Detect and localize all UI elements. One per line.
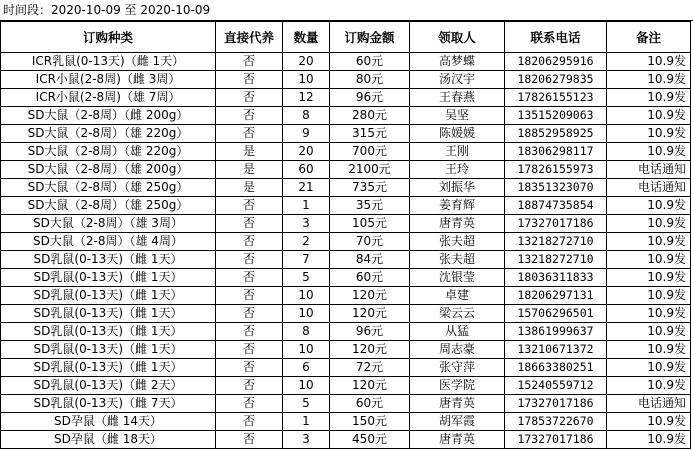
table-row	[1, 125, 691, 143]
col-recipient-cell: 医学院	[410, 377, 505, 395]
table-row	[1, 143, 691, 161]
col-type-header: 订购种类	[1, 22, 216, 53]
col-phone-cell: 13218272710	[505, 233, 607, 251]
col-phone-cell: 17327017186	[505, 431, 607, 449]
col-amount-cell: 80元	[330, 71, 410, 89]
col-phone-cell: 17853722670	[505, 413, 607, 431]
table-row	[1, 107, 691, 125]
table-row	[1, 377, 691, 395]
col-recipient-cell: 周志豪	[410, 341, 505, 359]
col-phone-cell: 17327017186	[505, 395, 607, 413]
col-recipient-cell: 吴坚	[410, 107, 505, 125]
col-type-cell: SD大鼠（2-8周）（雄 4周）	[1, 233, 216, 251]
col-type-cell: SD大鼠（2-8周）（雄 3周）	[1, 215, 216, 233]
col-direct-raise-cell: 否	[216, 233, 283, 251]
col-remark-cell: 10.9发	[607, 413, 691, 431]
col-quantity-header: 数量	[283, 22, 330, 53]
col-quantity-cell: 1	[283, 413, 330, 431]
table-row	[1, 179, 691, 197]
col-amount-cell: 120元	[330, 341, 410, 359]
table-row	[1, 341, 691, 359]
col-amount-cell: 120元	[330, 305, 410, 323]
col-type-cell: SD乳鼠(0-13天)（雌 1天）	[1, 323, 216, 341]
col-direct-raise-cell: 否	[216, 323, 283, 341]
col-quantity-cell: 8	[283, 323, 330, 341]
col-amount-cell: 280元	[330, 107, 410, 125]
col-remark-cell: 10.9发	[607, 143, 691, 161]
header-row	[1, 22, 691, 53]
col-direct-raise-cell: 否	[216, 197, 283, 215]
col-amount-cell: 70元	[330, 233, 410, 251]
order-table	[0, 21, 691, 449]
col-phone-cell: 18036311833	[505, 269, 607, 287]
table-row	[1, 431, 691, 449]
col-amount-cell: 84元	[330, 251, 410, 269]
col-phone-cell: 13210671372	[505, 341, 607, 359]
col-recipient-cell: 从猛	[410, 323, 505, 341]
col-quantity-cell: 9	[283, 125, 330, 143]
col-type-cell: SD乳鼠(0-13天)（雌 2天）	[1, 377, 216, 395]
col-remark-cell: 10.9发	[607, 287, 691, 305]
col-direct-raise-cell: 否	[216, 413, 283, 431]
col-direct-raise-cell: 是	[216, 143, 283, 161]
col-recipient-cell: 唐青英	[410, 431, 505, 449]
col-quantity-cell: 5	[283, 269, 330, 287]
col-phone-header: 联系电话	[505, 22, 607, 53]
col-remark-cell: 10.9发	[607, 431, 691, 449]
col-amount-header: 订购金额	[330, 22, 410, 53]
col-amount-cell: 315元	[330, 125, 410, 143]
table-row	[1, 53, 691, 71]
col-direct-raise-cell: 否	[216, 431, 283, 449]
col-direct-raise-cell: 否	[216, 125, 283, 143]
col-quantity-cell: 6	[283, 359, 330, 377]
col-recipient-cell: 高梦蝶	[410, 53, 505, 71]
col-amount-cell: 120元	[330, 287, 410, 305]
col-direct-raise-cell: 否	[216, 287, 283, 305]
col-amount-cell: 60元	[330, 269, 410, 287]
col-direct-raise-cell: 是	[216, 179, 283, 197]
col-remark-header: 备注	[607, 22, 691, 53]
col-quantity-cell: 10	[283, 377, 330, 395]
col-phone-cell: 17327017186	[505, 215, 607, 233]
table-row	[1, 251, 691, 269]
table-row	[1, 395, 691, 413]
period-label: 时间段：2020-10-09 至 2020-10-09	[0, 0, 693, 21]
col-amount-cell: 72元	[330, 359, 410, 377]
col-direct-raise-cell: 否	[216, 269, 283, 287]
col-type-cell: SD乳鼠(0-13天)（雌 1天）	[1, 269, 216, 287]
col-type-cell: ICR小鼠(2-8周)（雌 3周）	[1, 71, 216, 89]
col-direct-raise-cell: 否	[216, 395, 283, 413]
table-row	[1, 359, 691, 377]
col-phone-cell: 18306298117	[505, 143, 607, 161]
col-phone-cell: 18351323070	[505, 179, 607, 197]
col-quantity-cell: 7	[283, 251, 330, 269]
col-remark-cell: 10.9发	[607, 233, 691, 251]
col-direct-raise-cell: 否	[216, 71, 283, 89]
col-quantity-cell: 21	[283, 179, 330, 197]
col-amount-cell: 96元	[330, 323, 410, 341]
col-amount-cell: 35元	[330, 197, 410, 215]
col-remark-cell: 10.9发	[607, 323, 691, 341]
col-type-cell: ICR乳鼠(0-13天)（雌 1天）	[1, 53, 216, 71]
col-type-cell: SD大鼠（2-8周）（雄 250g）	[1, 197, 216, 215]
col-quantity-cell: 3	[283, 431, 330, 449]
col-direct-raise-cell: 否	[216, 341, 283, 359]
col-direct-raise-cell: 否	[216, 377, 283, 395]
col-recipient-cell: 陈媛媛	[410, 125, 505, 143]
col-phone-cell: 15240559712	[505, 377, 607, 395]
col-quantity-cell: 60	[283, 161, 330, 179]
col-quantity-cell: 3	[283, 215, 330, 233]
col-remark-cell: 10.9发	[607, 71, 691, 89]
col-type-cell: SD乳鼠(0-13天)（雌 1天）	[1, 359, 216, 377]
col-remark-cell: 10.9发	[607, 53, 691, 71]
col-amount-cell: 2100元	[330, 161, 410, 179]
col-quantity-cell: 10	[283, 341, 330, 359]
table-row	[1, 71, 691, 89]
col-direct-raise-cell: 否	[216, 251, 283, 269]
col-phone-cell: 17826155123	[505, 89, 607, 107]
col-remark-cell: 10.9发	[607, 89, 691, 107]
col-phone-cell: 13218272710	[505, 251, 607, 269]
col-phone-cell: 18852958925	[505, 125, 607, 143]
col-type-cell: ICR小鼠(2-8周)（雄 7周）	[1, 89, 216, 107]
col-type-cell: SD大鼠（2-8周）（雌 200g）	[1, 107, 216, 125]
table-row	[1, 305, 691, 323]
col-remark-cell: 10.9发	[607, 377, 691, 395]
col-remark-cell: 电话通知	[607, 179, 691, 197]
col-amount-cell: 105元	[330, 215, 410, 233]
col-remark-cell: 10.9发	[607, 305, 691, 323]
col-type-cell: SD乳鼠(0-13天)（雌 1天）	[1, 287, 216, 305]
col-amount-cell: 700元	[330, 143, 410, 161]
col-quantity-cell: 10	[283, 305, 330, 323]
col-quantity-cell: 1	[283, 197, 330, 215]
col-recipient-cell: 张夫超	[410, 233, 505, 251]
col-remark-cell: 10.9发	[607, 359, 691, 377]
col-direct-raise-cell: 否	[216, 107, 283, 125]
col-remark-cell: 10.9发	[607, 341, 691, 359]
col-recipient-cell: 刘振华	[410, 179, 505, 197]
table-row	[1, 269, 691, 287]
col-remark-cell: 10.9发	[607, 215, 691, 233]
col-direct-raise-cell: 否	[216, 359, 283, 377]
col-amount-cell: 450元	[330, 431, 410, 449]
col-quantity-cell: 5	[283, 395, 330, 413]
col-type-cell: SD大鼠（2-8周）（雄 220g）	[1, 125, 216, 143]
col-direct-raise-cell: 否	[216, 215, 283, 233]
col-quantity-cell: 20	[283, 143, 330, 161]
col-direct-raise-header: 直接代养	[216, 22, 283, 53]
col-recipient-header: 领取人	[410, 22, 505, 53]
col-type-cell: SD孕鼠（雌 18天）	[1, 431, 216, 449]
table-row	[1, 215, 691, 233]
col-recipient-cell: 卓建	[410, 287, 505, 305]
col-remark-cell: 电话通知	[607, 161, 691, 179]
col-recipient-cell: 唐青英	[410, 215, 505, 233]
col-recipient-cell: 王玲	[410, 161, 505, 179]
table-row	[1, 323, 691, 341]
col-direct-raise-cell: 否	[216, 53, 283, 71]
col-phone-cell: 18663380251	[505, 359, 607, 377]
col-type-cell: SD乳鼠(0-13天)（雌 1天）	[1, 341, 216, 359]
col-remark-cell: 10.9发	[607, 125, 691, 143]
col-phone-cell: 18206295916	[505, 53, 607, 71]
col-phone-cell: 13861999637	[505, 323, 607, 341]
col-amount-cell: 96元	[330, 89, 410, 107]
col-recipient-cell: 梁云云	[410, 305, 505, 323]
col-type-cell: SD乳鼠(0-13天)（雌 1天）	[1, 251, 216, 269]
col-amount-cell: 120元	[330, 377, 410, 395]
col-quantity-cell: 8	[283, 107, 330, 125]
col-recipient-cell: 唐青英	[410, 395, 505, 413]
table-row	[1, 161, 691, 179]
col-recipient-cell: 王刚	[410, 143, 505, 161]
table-row	[1, 413, 691, 431]
col-remark-cell: 10.9发	[607, 269, 691, 287]
col-recipient-cell: 胡军霞	[410, 413, 505, 431]
col-quantity-cell: 2	[283, 233, 330, 251]
col-direct-raise-cell: 是	[216, 161, 283, 179]
col-type-cell: SD乳鼠(0-13天)（雌 7天）	[1, 395, 216, 413]
col-recipient-cell: 汤汉宇	[410, 71, 505, 89]
col-remark-cell: 10.9发	[607, 197, 691, 215]
col-quantity-cell: 10	[283, 287, 330, 305]
col-phone-cell: 13515209063	[505, 107, 607, 125]
col-phone-cell: 15706296501	[505, 305, 607, 323]
col-type-cell: SD孕鼠（雌 14天）	[1, 413, 216, 431]
col-recipient-cell: 张夫超	[410, 251, 505, 269]
col-amount-cell: 735元	[330, 179, 410, 197]
col-type-cell: SD大鼠（2-8周）（雄 200g）	[1, 161, 216, 179]
table-body	[1, 53, 691, 449]
table-row	[1, 287, 691, 305]
col-amount-cell: 150元	[330, 413, 410, 431]
col-recipient-cell: 沈银莹	[410, 269, 505, 287]
col-quantity-cell: 10	[283, 71, 330, 89]
col-recipient-cell: 姜育辉	[410, 197, 505, 215]
col-remark-cell: 10.9发	[607, 251, 691, 269]
col-direct-raise-cell: 否	[216, 305, 283, 323]
col-quantity-cell: 20	[283, 53, 330, 71]
col-quantity-cell: 12	[283, 89, 330, 107]
col-remark-cell: 电话通知	[607, 395, 691, 413]
col-type-cell: SD乳鼠(0-13天)（雌 1天）	[1, 305, 216, 323]
table-row	[1, 197, 691, 215]
col-direct-raise-cell: 否	[216, 89, 283, 107]
col-recipient-cell: 张守萍	[410, 359, 505, 377]
col-remark-cell: 10.9发	[607, 107, 691, 125]
col-phone-cell: 18874735854	[505, 197, 607, 215]
table-row	[1, 233, 691, 251]
col-phone-cell: 18206279835	[505, 71, 607, 89]
col-amount-cell: 60元	[330, 395, 410, 413]
col-recipient-cell: 王春燕	[410, 89, 505, 107]
col-phone-cell: 18206297131	[505, 287, 607, 305]
table-row	[1, 89, 691, 107]
col-type-cell: SD大鼠（2-8周）（雄 220g）	[1, 143, 216, 161]
col-type-cell: SD大鼠（2-8周）（雄 250g）	[1, 179, 216, 197]
col-amount-cell: 60元	[330, 53, 410, 71]
col-phone-cell: 17826155973	[505, 161, 607, 179]
